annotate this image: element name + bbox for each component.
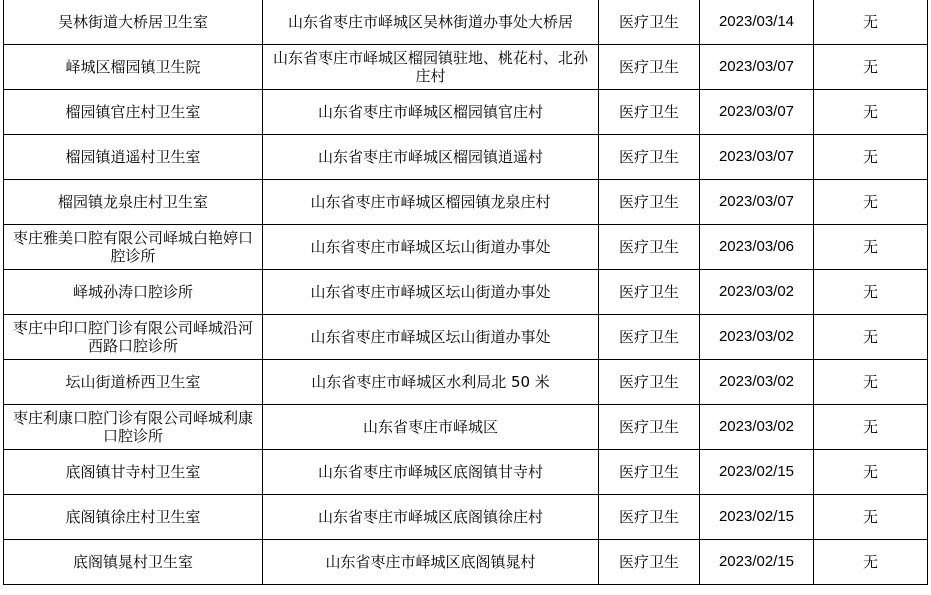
cell-category: 医疗卫生 (599, 405, 700, 450)
cell-address: 山东省枣庄市峄城区底阁镇晁村 (263, 540, 599, 585)
cell-date: 2023/02/15 (700, 495, 814, 540)
cell-note: 无 (814, 135, 928, 180)
table-row (4, 270, 928, 315)
table-row (4, 450, 928, 495)
cell-name: 底阁镇徐庄村卫生室 (4, 495, 263, 540)
cell-note: 无 (814, 540, 928, 585)
cell-category: 医疗卫生 (599, 495, 700, 540)
cell-name: 峄城孙涛口腔诊所 (4, 270, 263, 315)
cell-note: 无 (814, 405, 928, 450)
cell-category: 医疗卫生 (599, 180, 700, 225)
cell-address: 山东省枣庄市峄城区榴园镇逍遥村 (263, 135, 599, 180)
cell-name: 底阁镇甘寺村卫生室 (4, 450, 263, 495)
records-table (3, 0, 928, 585)
table-row (4, 90, 928, 135)
cell-address: 山东省枣庄市峄城区水利局北 50 米 (263, 360, 599, 405)
cell-date: 2023/03/02 (700, 315, 814, 360)
cell-name: 吴林街道大桥居卫生室 (4, 0, 263, 45)
cell-date: 2023/03/07 (700, 180, 814, 225)
cell-address: 山东省枣庄市峄城区坛山街道办事处 (263, 270, 599, 315)
cell-name: 榴园镇龙泉庄村卫生室 (4, 180, 263, 225)
cell-date: 2023/03/02 (700, 360, 814, 405)
cell-address: 山东省枣庄市峄城区底阁镇徐庄村 (263, 495, 599, 540)
cell-address: 山东省枣庄市峄城区坛山街道办事处 (263, 225, 599, 270)
cell-category: 医疗卫生 (599, 225, 700, 270)
table-row (4, 315, 928, 360)
cell-category: 医疗卫生 (599, 45, 700, 90)
cell-note: 无 (814, 450, 928, 495)
cell-category: 医疗卫生 (599, 315, 700, 360)
cell-address: 山东省枣庄市峄城区榴园镇驻地、桃花村、北孙庄村 (263, 45, 599, 90)
cell-address: 山东省枣庄市峄城区 (263, 405, 599, 450)
cell-address: 山东省枣庄市峄城区吴林街道办事处大桥居 (263, 0, 599, 45)
table-row (4, 180, 928, 225)
cell-date: 2023/03/07 (700, 135, 814, 180)
table-row (4, 495, 928, 540)
cell-date: 2023/03/07 (700, 90, 814, 135)
table-row (4, 0, 928, 45)
cell-name: 枣庄中印口腔门诊有限公司峄城沿河西路口腔诊所 (4, 315, 263, 360)
cell-address: 山东省枣庄市峄城区榴园镇龙泉庄村 (263, 180, 599, 225)
cell-address: 山东省枣庄市峄城区榴园镇官庄村 (263, 90, 599, 135)
cell-category: 医疗卫生 (599, 450, 700, 495)
cell-name: 榴园镇逍遥村卫生室 (4, 135, 263, 180)
cell-note: 无 (814, 180, 928, 225)
cell-date: 2023/03/06 (700, 225, 814, 270)
cell-address: 山东省枣庄市峄城区坛山街道办事处 (263, 315, 599, 360)
cell-name: 底阁镇晁村卫生室 (4, 540, 263, 585)
cell-category: 医疗卫生 (599, 135, 700, 180)
cell-note: 无 (814, 270, 928, 315)
cell-category: 医疗卫生 (599, 90, 700, 135)
cell-category: 医疗卫生 (599, 270, 700, 315)
cell-date: 2023/02/15 (700, 450, 814, 495)
cell-date: 2023/03/02 (700, 405, 814, 450)
cell-category: 医疗卫生 (599, 0, 700, 45)
cell-name: 峄城区榴园镇卫生院 (4, 45, 263, 90)
cell-date: 2023/03/07 (700, 45, 814, 90)
cell-name: 枣庄利康口腔门诊有限公司峄城利康口腔诊所 (4, 405, 263, 450)
cell-note: 无 (814, 225, 928, 270)
cell-category: 医疗卫生 (599, 540, 700, 585)
records-table-body (4, 0, 928, 585)
cell-note: 无 (814, 0, 928, 45)
table-row (4, 135, 928, 180)
cell-name: 枣庄雅美口腔有限公司峄城白艳婷口腔诊所 (4, 225, 263, 270)
table-row (4, 45, 928, 90)
table-row (4, 360, 928, 405)
cell-address: 山东省枣庄市峄城区底阁镇甘寺村 (263, 450, 599, 495)
cell-date: 2023/03/02 (700, 270, 814, 315)
cell-date: 2023/02/15 (700, 540, 814, 585)
cell-category: 医疗卫生 (599, 360, 700, 405)
table-row (4, 540, 928, 585)
table-row (4, 405, 928, 450)
cell-note: 无 (814, 90, 928, 135)
cell-note: 无 (814, 360, 928, 405)
cell-note: 无 (814, 495, 928, 540)
cell-name: 榴园镇官庄村卫生室 (4, 90, 263, 135)
cell-name: 坛山街道桥西卫生室 (4, 360, 263, 405)
cell-date: 2023/03/14 (700, 0, 814, 45)
cell-note: 无 (814, 315, 928, 360)
table-row (4, 225, 928, 270)
cell-note: 无 (814, 45, 928, 90)
